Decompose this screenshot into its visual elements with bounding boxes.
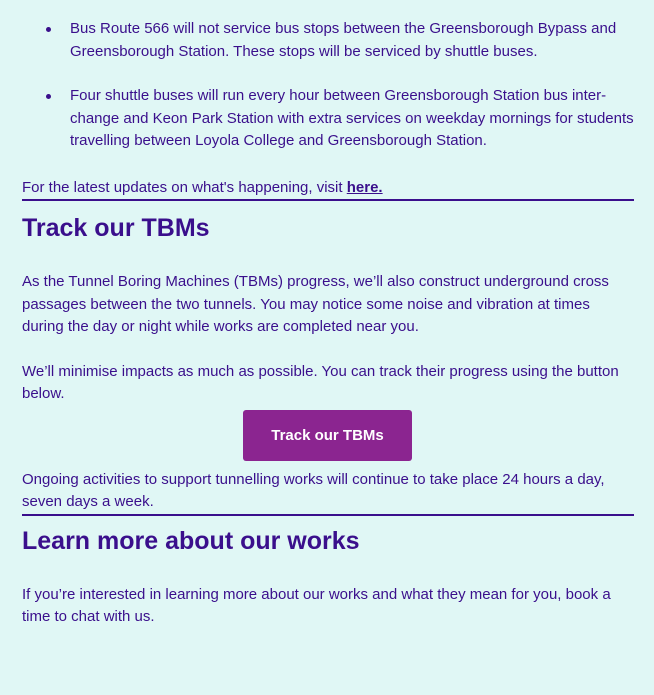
button-container (22, 410, 634, 461)
updates-link[interactable]: here. (346, 178, 383, 196)
bullet-icon (46, 94, 51, 99)
email-content (22, 18, 634, 629)
list-item (22, 18, 634, 63)
bullet-icon (46, 27, 51, 32)
updates-text: For the latest updates on what's happening, visit (22, 178, 347, 196)
list-item (22, 85, 634, 153)
tbm-paragraph-1: As the Tunnel Boring Machines (TBMs) progress, we’ll also construct underground cross passages between the two tunnels. You may notice some noise and vibration at times during the day or night while works are completed near you. (22, 273, 609, 335)
section-divider (22, 514, 634, 516)
section-divider (22, 199, 634, 201)
tbm-paragraph-2: We’ll minimise impacts as much as possible. You can track their progress using the button below. (22, 362, 619, 402)
ongoing-paragraph: Ongoing activities to support tunnelling works will continue to take place 24 hours a day, seven days a week. (22, 470, 605, 510)
list-item-text: Four shuttle buses will run every hour between Greensborough Station bus inter-change and Keon Park Station with extra services on weekday mornings for students travelling between Loyola College and Greensborough Station. (70, 87, 634, 149)
track-tbms-button[interactable]: Track our TBMs (243, 410, 412, 461)
learn-heading: Learn more about our works (22, 526, 360, 555)
updates-paragraph (22, 177, 634, 200)
list-item-text: Bus Route 566 will not service bus stops between the Greensborough Bypass and Greensborough Station. These stops will be serviced by shuttle buses. (70, 20, 617, 60)
learn-paragraph: If you’re interested in learning more about our works and what they mean for you, book a time to chat with us. (22, 585, 611, 625)
tbm-heading: Track our TBMs (22, 214, 210, 242)
disruption-list (22, 18, 634, 153)
